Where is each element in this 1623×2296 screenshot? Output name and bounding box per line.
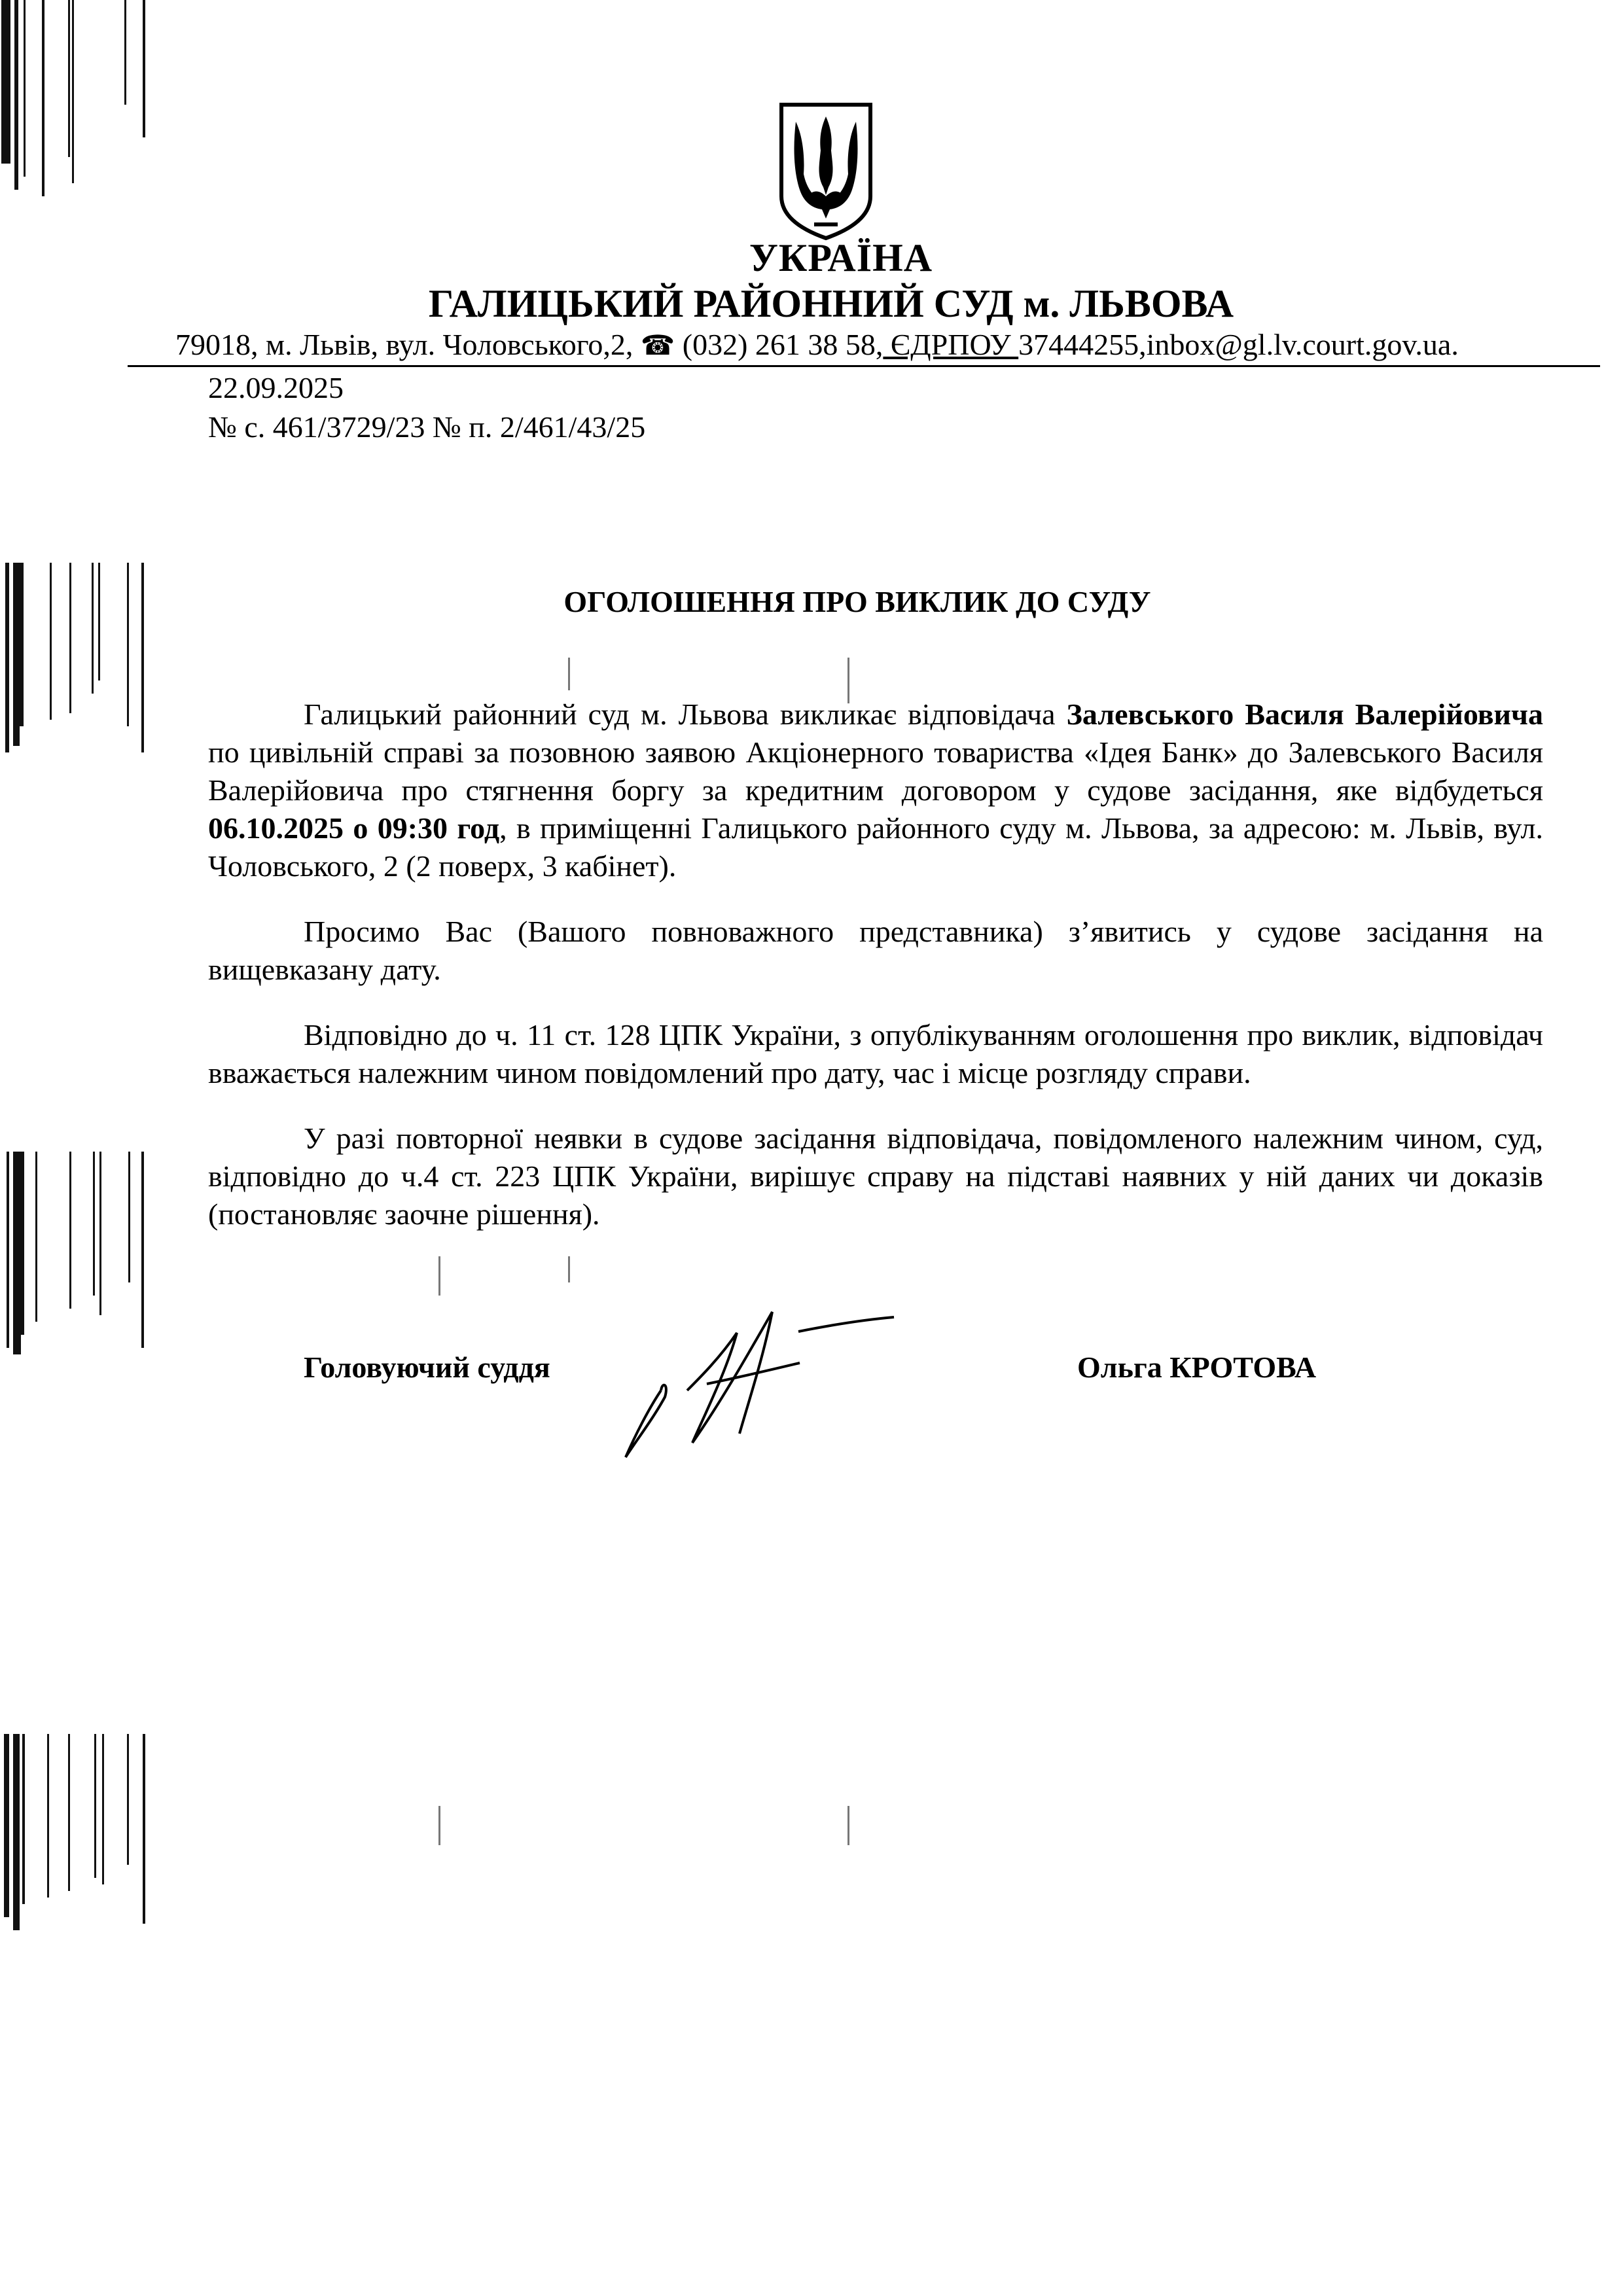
scan-speck xyxy=(847,1806,849,1845)
header-country: УКРАЇНА xyxy=(749,236,933,279)
signature-role: Головуючий суддя xyxy=(304,1351,550,1384)
paragraph-text: по цивільній справі за позовною заявою Акціонерного товариства «Ідея Банк» до Залевського Василя Валерійовича про стягнення боргу за кредитним договором у судове засідання, яке відбудеться xyxy=(208,735,1543,807)
document-title: ОГОЛОШЕННЯ ПРО ВИКЛИК ДО СУДУ xyxy=(563,585,1151,618)
document-body xyxy=(208,696,1543,1261)
edrpou-label: ЄДРПОУ xyxy=(883,328,1019,361)
scan-speck xyxy=(568,658,570,690)
header-divider xyxy=(128,365,1600,367)
paragraph-request: Просимо Вас (Вашого повноважного представника) з’явитись у судове засідання на вищевказану дату. xyxy=(208,915,1543,986)
header-address-line xyxy=(175,327,1459,362)
paragraph-notice: Відповідно до ч. 11 ст. 128 ЦПК України, з опублікуванням оголошення про виклик, відповідач вважається належним чином повідомлений про дату, час і місце розгляду справи. xyxy=(208,1018,1543,1089)
scan-artifact-top xyxy=(0,0,157,196)
scan-artifact-lower xyxy=(0,1734,157,1930)
header-court-name: ГАЛИЦЬКИЙ РАЙОННИЙ СУД м. ЛЬВОВА xyxy=(428,282,1234,325)
signature-name: Ольга КРОТОВА xyxy=(1077,1351,1317,1384)
paragraph-text: Галицький районний суд м. Львова викликає відповідача xyxy=(304,698,1067,731)
hearing-datetime: 06.10.2025 о 09:30 год xyxy=(208,811,500,845)
paragraph-text: , в приміщенні Галицького районного суду м. Львова, за адресою: м. Львів, вул. Чоловського, 2 (2 поверх, 3 кабінет). xyxy=(208,811,1543,883)
scan-artifact-middle xyxy=(0,1152,157,1361)
telephone-icon: ☎ xyxy=(640,331,675,361)
paragraph-default: У разі повторної неявки в судове засідання відповідача, повідомленого належним чином, суд, відповідно до ч.4 ст. 223 ЦПК України, вирішує справу на підставі наявних у ній даних чи доказів (постановляє заочне рішення). xyxy=(208,1122,1543,1231)
scan-speck xyxy=(438,1806,440,1845)
document-date: 22.09.2025 xyxy=(208,371,344,404)
address-text: 79018, м. Львів, вул. Чоловського,2, xyxy=(175,328,641,361)
scan-speck xyxy=(438,1256,440,1296)
handwritten-signature xyxy=(609,1286,949,1462)
paragraph-summons xyxy=(208,696,1543,885)
trident-emblem-icon xyxy=(774,98,878,242)
case-number: № с. 461/3729/23 № п. 2/461/43/25 xyxy=(208,410,646,444)
phone-number: (032) 261 38 58, xyxy=(682,328,883,361)
defendant-name: Залевського Василя Валерійовича xyxy=(1066,698,1544,731)
edrpou-email: 37444255,inbox@gl.lv.court.gov.ua. xyxy=(1018,328,1459,361)
